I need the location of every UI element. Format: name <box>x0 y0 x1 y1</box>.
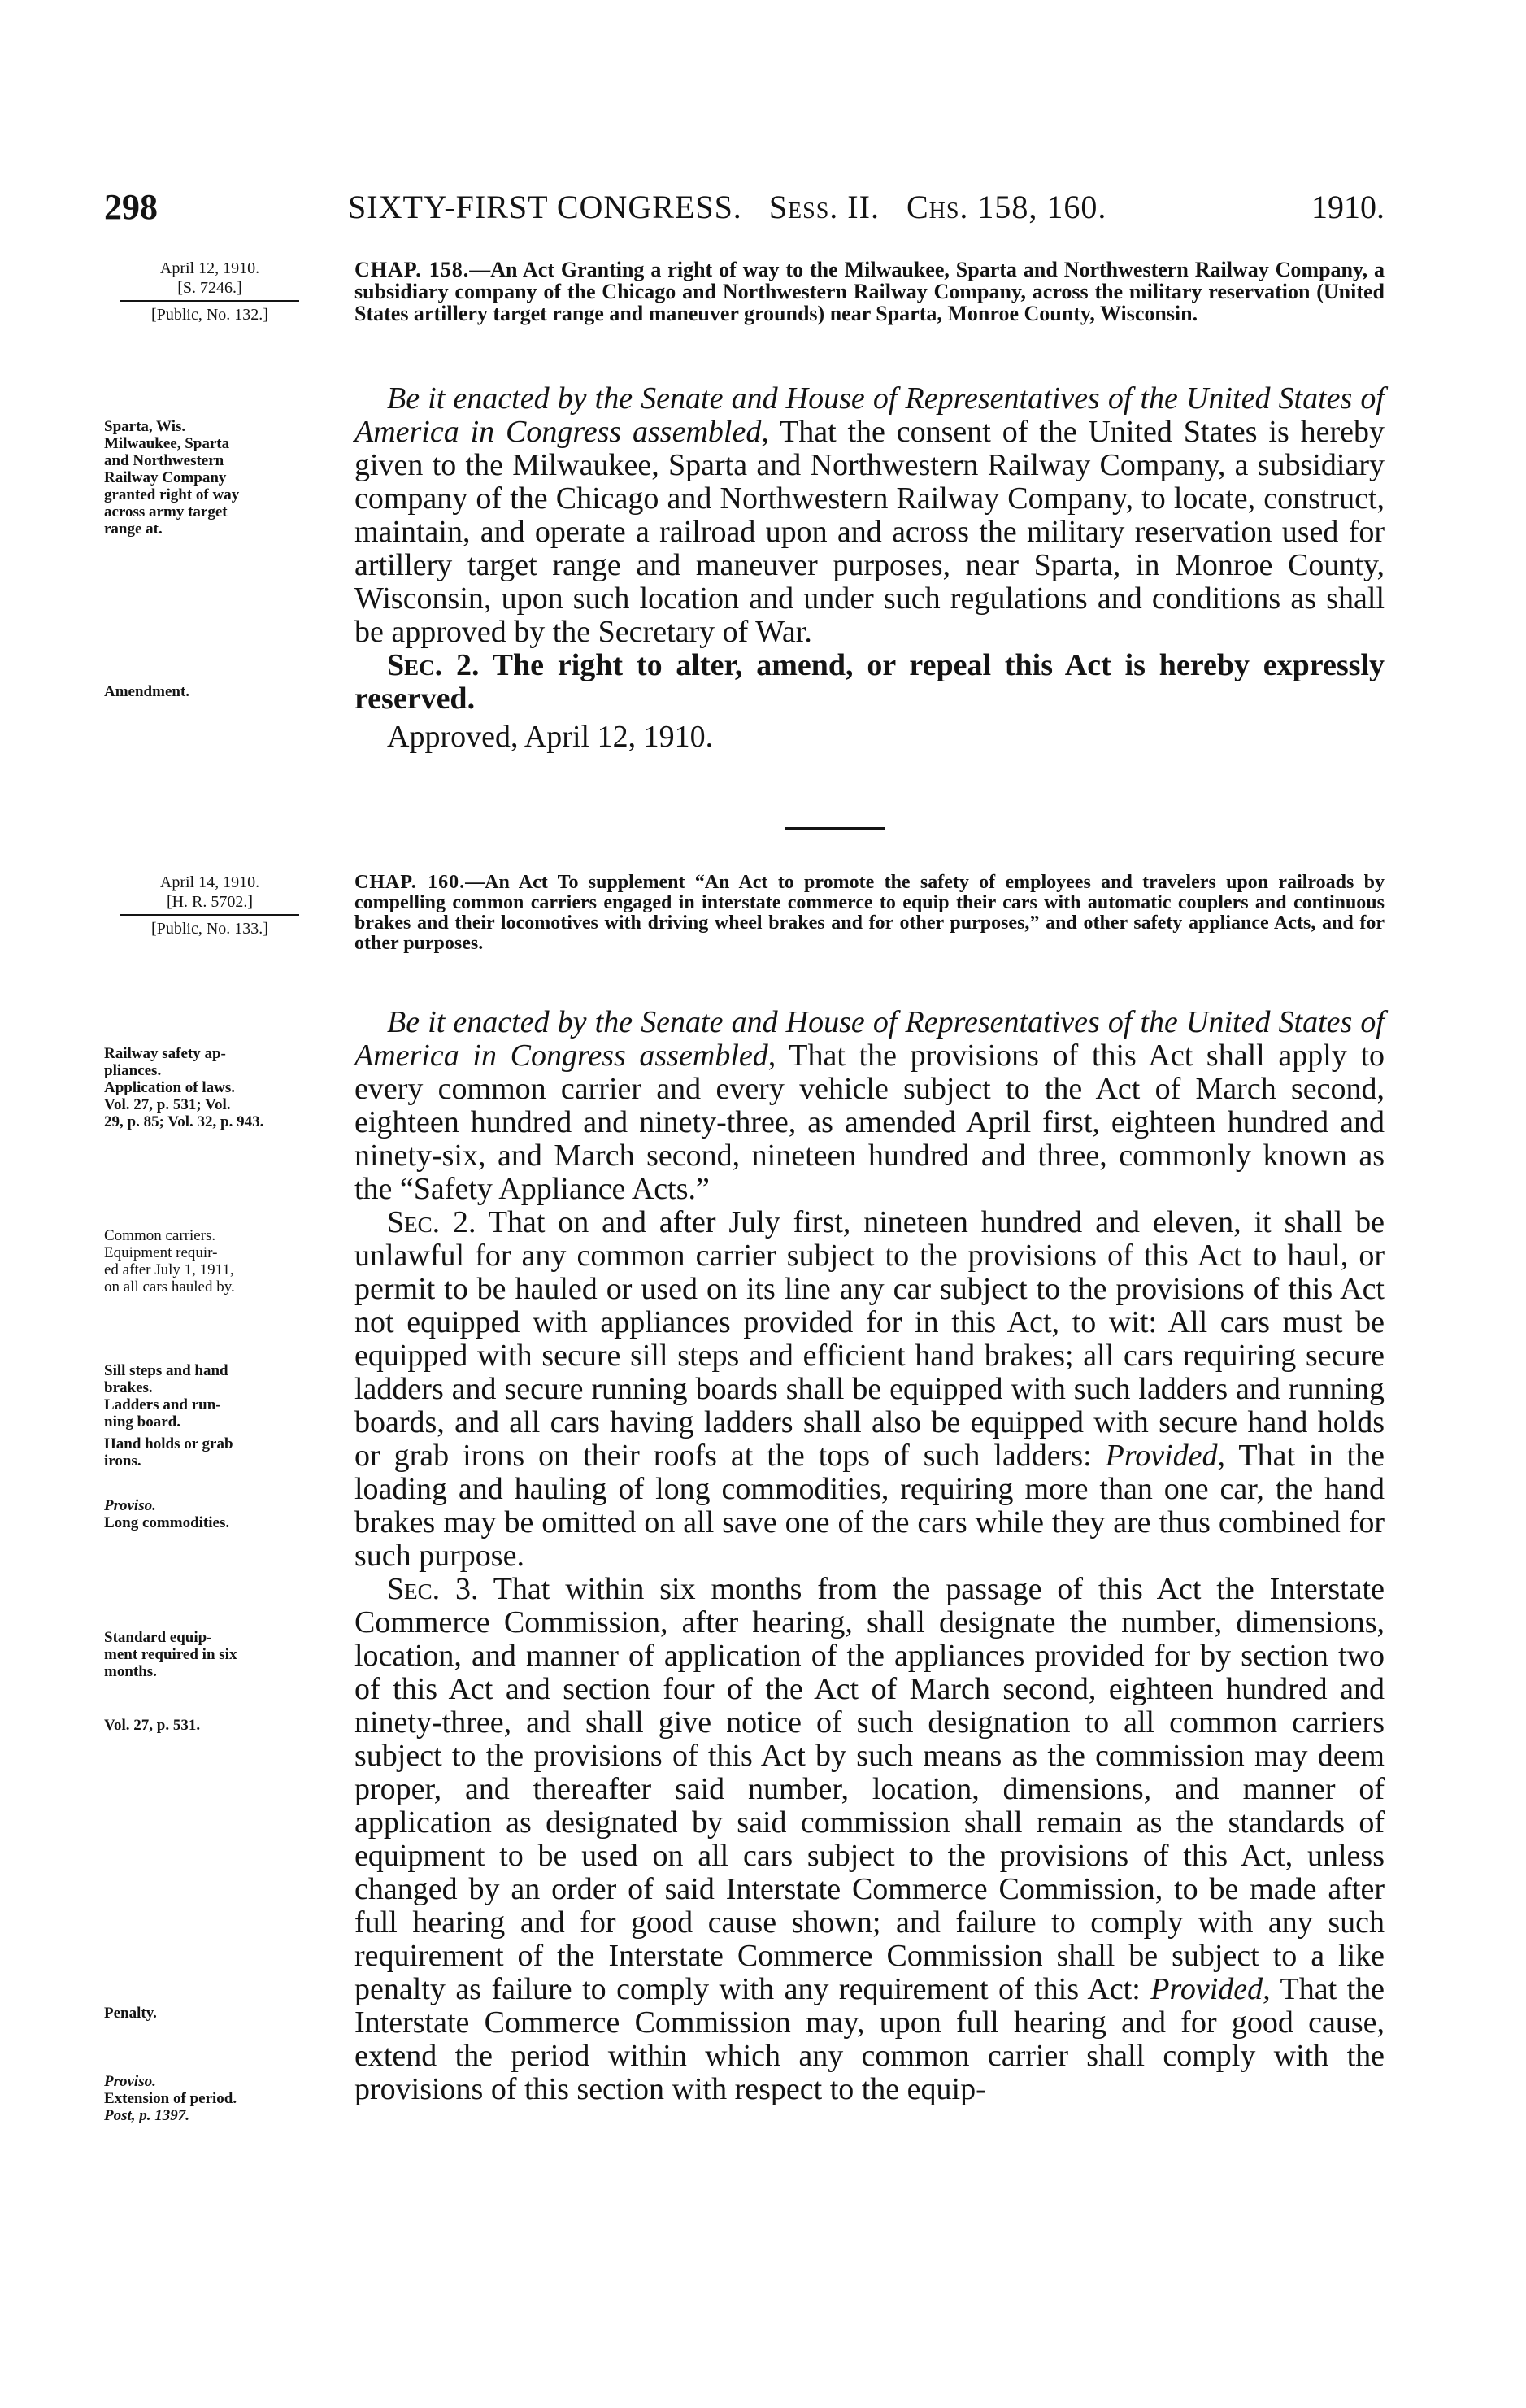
chapter-158-date: April 12, 1910. <box>159 259 260 277</box>
margin-note-line: irons. <box>104 1452 141 1470</box>
chapter-158-caption <box>354 259 1385 324</box>
chapter-158-public-law: [Public, No. 132.] <box>151 306 268 324</box>
margin-note-line: ment required in six <box>104 1646 237 1663</box>
margin-note-line: Extension of period. <box>104 2090 237 2107</box>
chapter-160-caption <box>354 873 1385 954</box>
margin-note-line: Milwaukee, Sparta <box>104 435 230 452</box>
sidenote-rule <box>120 914 299 916</box>
section-3-label: Sec. 3. <box>387 1572 479 1606</box>
chapter-158-title: —An Act Granting a right of way to the Milwaukee, Sparta and Northwestern Railway Company, a subsidiary company of the Chicago and Northwestern Railway Company, across the military reservation (United States artillery target range and maneuver grounds) near Sparta, Monroe County, Wisconsin. <box>354 258 1385 325</box>
header-year: 1910. <box>1311 189 1385 225</box>
enacting-clause: Be it enacted by the Senate and House of Representatives of the United States of America in Congress assembled, <box>354 1005 1385 1073</box>
section-2-text-a: That on and after July first, nineteen hundred and eleven, it shall be unlawful for any common carrier subject to the provisions of this Act to haul, or permit to be hauled or used on its line any car subject to the provisions of this Act not equipped with appliances provided for in this Act, to wit: All cars must be equipped with secure sill steps and efficient hand brakes; all cars requiring secure ladders and secure running boards shall be equipped with such ladders and running boards, and all cars having ladders shall also be equipped with secure hand holds or grab irons on their roofs at the tops of such ladders: <box>354 1205 1385 1473</box>
chapter-160 <box>104 872 1385 2124</box>
chapter-divider <box>785 827 885 830</box>
chapter-158-body <box>104 382 1385 754</box>
margin-note-proviso-long <box>104 1497 340 1531</box>
page-number: 298 <box>104 187 158 227</box>
margin-note-penalty: Penalty. <box>104 2005 157 2022</box>
chapter-158-label: CHAP. 158. <box>354 258 470 281</box>
chapter-160-bill: [H. R. 5702.] <box>166 893 254 911</box>
margin-note-standard-equipment <box>104 1629 340 1680</box>
section-2-label: Sec. 2. <box>387 648 480 682</box>
chapter-160-sidenote <box>104 873 315 938</box>
margin-note-line: Sill steps and hand <box>104 1362 228 1379</box>
margin-note-vol27: Vol. 27, p. 531. <box>104 1717 201 1734</box>
chapters-label: Chs. 158, 160. <box>906 189 1107 225</box>
margin-note-line: Common carriers. <box>104 1227 216 1244</box>
approval-line: Approved, April 12, 1910. <box>387 720 714 754</box>
section-2-text: The right to alter, amend, or repeal this Act is hereby expressly reserved. <box>354 648 1385 716</box>
chapter-160-section-3 <box>354 1573 1385 2106</box>
margin-note-line: Vol. 27, p. 531; Vol. <box>104 1096 231 1113</box>
section-2-label: Sec. 2. <box>387 1205 476 1239</box>
chapter-160-section-2 <box>354 1206 1385 1573</box>
chapter-158 <box>104 259 1385 754</box>
margin-note-line: 29, p. 85; Vol. 32, p. 943. <box>104 1113 264 1130</box>
section-2-text-b: That in the loading and hauling of long commodities, requiring more than one car, the hand brakes may be omitted on all save one of the cars while they are thus combined for such purpose. <box>354 1439 1385 1573</box>
chapter-158-bill: [S. 7246.] <box>177 279 242 297</box>
session-label: Sess. II. <box>768 189 880 225</box>
margin-note-safety-appliances <box>104 1045 340 1130</box>
margin-note-line: on all cars hauled by. <box>104 1278 235 1295</box>
margin-note-common-carriers <box>104 1227 340 1295</box>
chapter-160-title: —An Act To supplement “An Act to promote the safety of employees and travelers upon railroads by compelling common carriers engaged in interstate commerce to equip their cars with automatic couplers and continuous brakes and their locomotives with driving wheel brakes and for other purposes,” and other safety appliance Acts, and for other purposes. <box>354 872 1385 954</box>
margin-note-line: Hand holds or grab <box>104 1435 233 1452</box>
margin-note-line: granted right of way <box>104 486 240 503</box>
chapter-158-section-2 <box>354 649 1385 716</box>
section-2-proviso: Provided, <box>1105 1439 1226 1473</box>
margin-note-line: months. <box>104 1663 157 1680</box>
margin-note-line: Application of laws. <box>104 1079 235 1096</box>
margin-note-hand-holds <box>104 1435 340 1470</box>
chapter-160-label: CHAP. 160. <box>354 872 466 893</box>
margin-note-line: Sparta, Wis. <box>104 418 186 435</box>
running-header <box>104 187 1385 228</box>
margin-note-line: brakes. <box>104 1379 153 1396</box>
margin-note-line: Railway safety ap- <box>104 1045 226 1062</box>
sidenote-rule <box>120 300 299 302</box>
chapter-160-text <box>354 1006 1385 2106</box>
chapter-158-section-1 <box>354 382 1385 649</box>
margin-note-line: Standard equip- <box>104 1629 212 1646</box>
section-1-text: That the provisions of this Act shall apply to every common carrier and every vehicle subject to the Act of March second, eighteen hundred and ninety-three, as amended April first, eighteen hundred and ninety-six, and March second, nineteen hundred and three, commonly known as the “Safety Appliance Acts.” <box>354 1039 1385 1206</box>
margin-note-line: across army target <box>104 503 228 520</box>
margin-note-proviso-extension <box>104 2073 340 2124</box>
margin-note-line: Ladders and run- <box>104 1396 221 1413</box>
margin-note-line: pliances. <box>104 1062 162 1079</box>
congress-title: SIXTY-FIRST CONGRESS. <box>348 189 742 225</box>
margin-note-line: Proviso. <box>104 1497 156 1514</box>
chapter-160-body <box>104 1005 1385 2124</box>
margin-note-line: Long commodities. <box>104 1514 230 1531</box>
section-3-text-a: That within six months from the passage of this Act the Interstate Commerce Commission, after hearing, shall designate the number, dimensions, location, and manner of application of the appliances provided for by section two of this Act and section four of the Act of March second, eighteen hundred and ninety-three, and shall give notice of such designation to all common carriers subject to the provisions of this Act by such means as the commission may deem proper, and thereafter said number, location, dimensions, and manner of application as designated by said commission shall remain as the standards of equipment to be used on all cars subject to the provisions of this Act, unless changed by an order of said Interstate Commerce Commission, to be made after full hearing and for good cause shown; and failure to comply with any such requirement of the Interstate Commerce Commission shall be subject to a like penalty as failure to comply with any requirement of this Act: <box>354 1572 1385 2006</box>
chapter-160-caption-row <box>104 873 1385 1006</box>
chapter-160-section-1 <box>354 1006 1385 1206</box>
margin-note-line: range at. <box>104 520 163 538</box>
margin-note-line: ning board. <box>104 1413 180 1430</box>
margin-note-sill-steps <box>104 1362 340 1430</box>
margin-note-line: and Northwestern <box>104 452 224 469</box>
header-title <box>348 187 1106 228</box>
chapter-158-sidenote <box>104 259 315 324</box>
chapter-158-caption-row <box>104 259 1385 382</box>
margin-note-amendment: Amendment. <box>104 683 190 700</box>
margin-note-line: ed after July 1, 1911, <box>104 1261 234 1278</box>
section-3-text-b: That the Interstate Commerce Commission may, upon full hearing and for good cause, extend the period within which any common carrier shall comply with the provisions of this section with respect to the equip- <box>354 1972 1385 2106</box>
margin-note-line: Proviso. <box>104 2073 156 2090</box>
enacting-clause: Be it enacted by the Senate and House of Representatives of the United States of America in Congress assembled, <box>354 381 1385 449</box>
margin-note-line: Railway Company <box>104 469 227 486</box>
section-1-text: That the consent of the United States is hereby given to the Milwaukee, Sparta and Northwestern Railway Company, a subsidiary company of the Chicago and Northwestern Railway Company, to locate, construct, maintain, and operate a railroad upon and across the military reservation used for artillery target range and maneuver purposes, near Sparta, in Monroe County, Wisconsin, upon such location and under such regulations and conditions as shall be approved by the Secretary of War. <box>354 415 1385 649</box>
chapter-158-text <box>354 382 1385 754</box>
chapter-160-date: April 14, 1910. <box>159 873 260 891</box>
margin-note-sparta <box>104 418 340 538</box>
chapter-160-public-law: [Public, No. 133.] <box>151 920 268 938</box>
margin-note-line: Post, p. 1397. <box>104 2107 190 2124</box>
section-3-proviso: Provided, <box>1150 1972 1271 2006</box>
margin-note-line: Equipment requir- <box>104 1244 218 1261</box>
